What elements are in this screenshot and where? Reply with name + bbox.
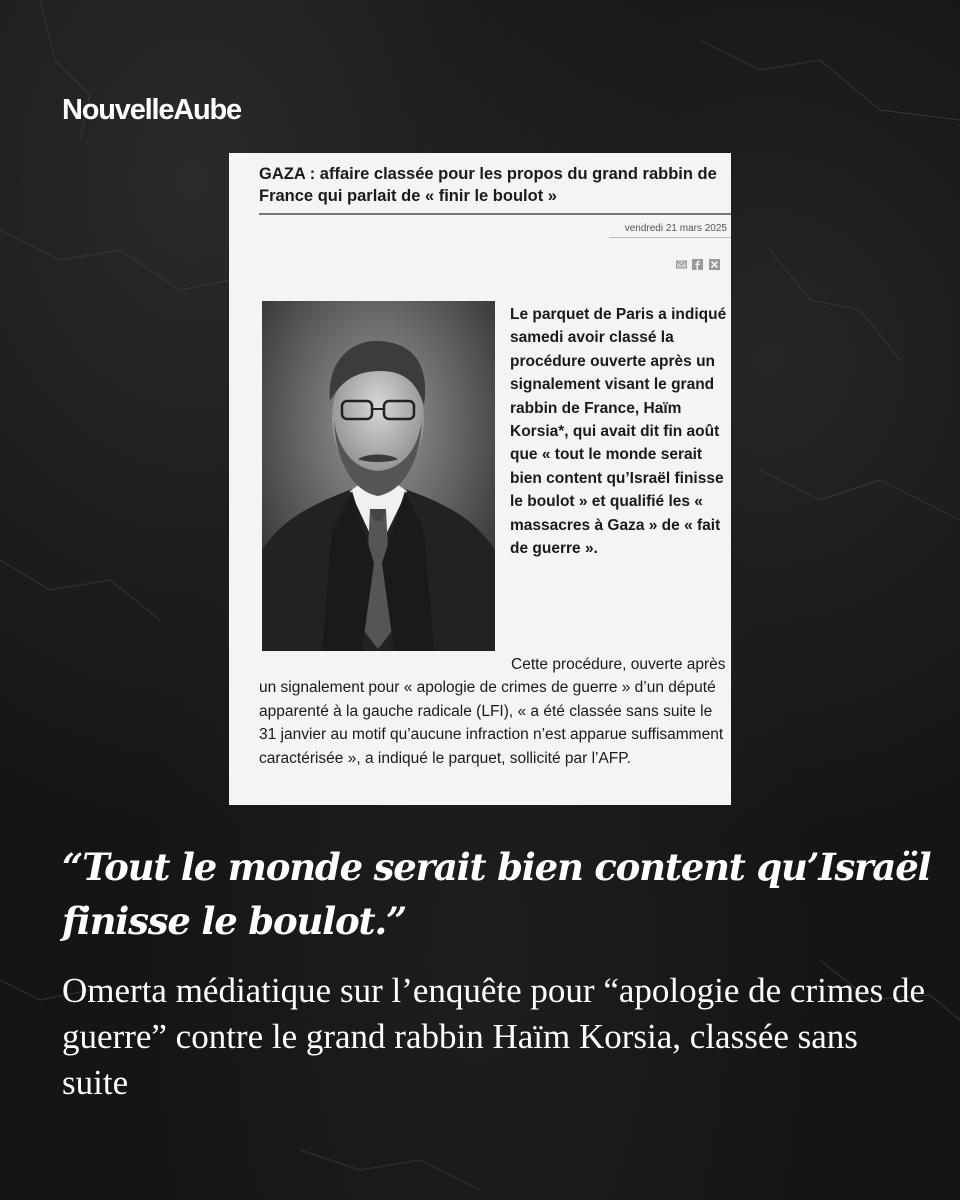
facebook-icon bbox=[692, 257, 703, 268]
article-title: GAZA : affaire classée pour les propos du grand rabbin de France qui parlait de « finir le boulot » bbox=[259, 165, 717, 205]
portrait-photo bbox=[262, 301, 495, 651]
article-screenshot bbox=[229, 153, 731, 805]
headline-subtitle: Omerta médiatique sur l’enquête pour “apologie de crimes de guerre” contre le grand rabbin Haïm Korsia, classée sans suite bbox=[62, 971, 926, 1102]
article-lead: Le parquet de Paris a indiqué samedi avoir classé la procédure ouverte après un signalement visant le grand rabbin de France, Haïm Korsia*, qui avait dit fin août que « tout le monde serait bien content qu’Israël finisse le boulot » et qualifié les « massacres à Gaza » de « fait de guerre ». bbox=[510, 306, 727, 558]
article-date: vendredi 21 mars 2025 bbox=[624, 223, 727, 234]
x-close-icon bbox=[709, 257, 720, 268]
envelope-icon bbox=[676, 257, 687, 268]
divider bbox=[609, 237, 731, 238]
share-icons bbox=[675, 254, 720, 272]
article-body: Cette procédure, ouverte après un signalement pour « apologie de crimes de guerre » d’un député apparenté à la gauche radicale (LFI), « a été classée sans suite le 31 janvier au motif qu’aucune infraction n’est apparue suffisamment caractérisée », a indiqué le parquet, sollicité par l’AFP. bbox=[259, 656, 726, 767]
brand-logo: NouvelleAube bbox=[62, 94, 241, 126]
divider bbox=[259, 213, 731, 215]
headline-quote: “Tout le monde serait bien content qu’Israël finisse le boulot.” bbox=[62, 845, 931, 943]
